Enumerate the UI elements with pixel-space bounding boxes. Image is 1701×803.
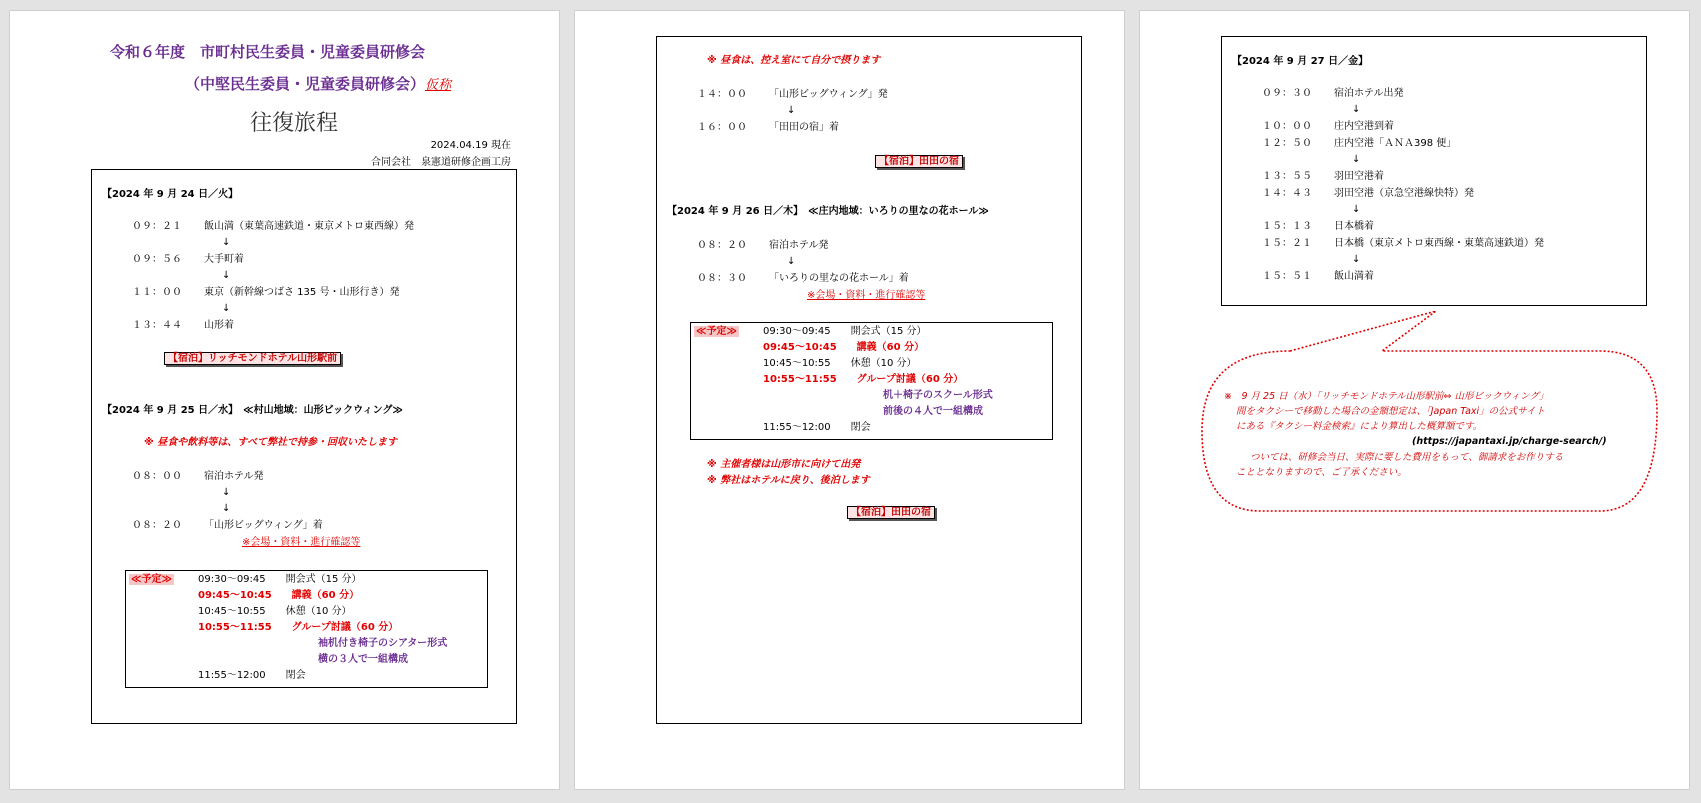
time: 09:45〜10:45 [198, 590, 272, 601]
down-arrow: ↓ [222, 487, 231, 498]
time: １３：５５ [1262, 171, 1312, 182]
event: 「山形ビッグウィング」着 [204, 520, 323, 531]
as-of-date: 2024.04.19 現在 [430, 140, 511, 151]
title-line-2-text: （中堅民生委員・児童委員研修会） [185, 75, 426, 93]
schedule-detail-2: 前後の４人で一組構成 [883, 406, 983, 417]
lodging-label: 【宿泊】田田の宿 [875, 155, 963, 168]
day2-afternoon-row-2 [697, 121, 839, 134]
schedule-box-1 [125, 570, 488, 688]
day2-row-2 [132, 519, 323, 532]
time: ０８：２０ [697, 240, 747, 251]
event: 閉会 [285, 670, 306, 681]
time: １１：００ [132, 287, 182, 298]
day1-lodging-badge [164, 352, 341, 365]
day2-afternoon-row-1 [697, 88, 888, 101]
company-note: ※ 弊社はホテルに戻り、後泊します [707, 475, 870, 486]
time: １６：００ [697, 122, 747, 133]
down-arrow: ↓ [222, 503, 231, 514]
event: 開会式（15 分） [850, 326, 927, 337]
event: 山形着 [204, 320, 234, 331]
time: １５：２１ [1262, 238, 1312, 249]
time: 09:45〜10:45 [763, 342, 837, 353]
event: 大手町着 [204, 254, 244, 265]
schedule-item-2 [763, 341, 924, 354]
time: ０９：５６ [132, 254, 182, 265]
time: 09:30〜09:45 [198, 574, 266, 585]
time: 09:30〜09:45 [763, 326, 831, 337]
day3-row-1 [697, 239, 829, 252]
time: 11:55〜12:00 [198, 670, 266, 681]
itinerary-frame-3 [1221, 36, 1647, 306]
event: 羽田空港（京急空港線快特）発 [1334, 188, 1474, 199]
time: ０８：３０ [697, 273, 747, 284]
callout-line-2: 間をタクシーで移動した場合の金額想定は、「Japan Taxi」の公式サイト [1236, 406, 1545, 417]
event: グループ討議（60 分） [856, 374, 964, 385]
document-page-1 [9, 10, 560, 790]
schedule-item-1 [198, 573, 362, 586]
time: １５：１３ [1262, 221, 1312, 232]
schedule-item-3 [198, 605, 352, 618]
time: １３：４４ [132, 320, 182, 331]
callout-line-3: にある『タクシー料金検索』により算出した概算額です。 [1236, 421, 1483, 432]
event: 日本橋（東京メトロ東西線・東葉高速鉄道）発 [1334, 238, 1544, 249]
day3-heading: 【2024 年 9 月 26 日／木】 ≪庄内地域：いろりの里なの花ホール≫ [667, 206, 989, 217]
schedule-detail-1: 机＋椅子のスクール形式 [883, 390, 993, 401]
time: ０８：００ [132, 471, 182, 482]
day2-lodging-badge [875, 155, 963, 168]
schedule-item-4 [763, 373, 963, 386]
time: 10:45〜10:55 [198, 606, 266, 617]
document-page-2 [574, 10, 1125, 790]
event: 飯山満着 [1334, 271, 1374, 282]
event: 開会式（15 分） [285, 574, 362, 585]
event: 日本橋着 [1334, 221, 1374, 232]
schedule-item-3 [763, 357, 917, 370]
day4-row-1 [1262, 87, 1404, 100]
event: 東京（新幹線つばさ 135 号・山形行き）発 [204, 287, 400, 298]
event: 宿泊ホテル発 [769, 240, 829, 251]
organizer-note: ※ 主催者様は山形市に向けて出発 [707, 459, 861, 470]
event: 宿泊ホテル発 [204, 471, 264, 482]
day4-row-7 [1262, 237, 1544, 250]
day4-row-6 [1262, 220, 1374, 233]
day4-row-2 [1262, 120, 1394, 133]
down-arrow: ↓ [787, 105, 796, 116]
time: ０９：３０ [1262, 88, 1312, 99]
itinerary-frame-2 [656, 36, 1082, 724]
title-line-2 [185, 73, 451, 94]
time: 10:45〜10:55 [763, 358, 831, 369]
day1-row-2 [132, 253, 244, 266]
schedule-box-2 [690, 322, 1053, 440]
day2-row-1 [132, 470, 264, 483]
itinerary-frame-1 [91, 169, 517, 724]
event: 休憩（10 分） [285, 606, 352, 617]
event: 「山形ビッグウィング」発 [769, 89, 888, 100]
schedule-item-1 [763, 325, 927, 338]
time: 10:55〜11:55 [198, 622, 272, 633]
day2-note: ※ 昼食や飲料等は、すべて弊社で持参・回収いたします [144, 437, 398, 448]
time: 10:55〜11:55 [763, 374, 837, 385]
day4-row-5 [1262, 187, 1474, 200]
event: グループ討議（60 分） [291, 622, 399, 633]
day1-row-1 [132, 220, 414, 233]
lodging-label: 【宿泊】リッチモンドホテル山形駅前 [164, 352, 341, 365]
schedule-label [129, 573, 174, 586]
event: 庄内空港「ＡＮＡ398 便」 [1334, 138, 1457, 149]
down-arrow: ↓ [222, 237, 231, 248]
down-arrow: ↓ [1352, 154, 1361, 165]
schedule-label-text: ≪予定≫ [131, 574, 172, 585]
event: 「田田の宿」着 [769, 122, 839, 133]
day2-sub-note: ※会場・資料・進行確認等 [242, 537, 361, 548]
event: 休憩（10 分） [850, 358, 917, 369]
company-name: 合同会社 泉憲道研修企画工房 [371, 157, 511, 168]
time: １４：４３ [1262, 188, 1312, 199]
day4-row-3 [1262, 137, 1456, 150]
down-arrow: ↓ [1352, 254, 1361, 265]
schedule-label [694, 325, 739, 338]
time: ０９：２１ [132, 221, 182, 232]
schedule-item-2 [198, 589, 359, 602]
time: １４：００ [697, 89, 747, 100]
day1-row-3 [132, 286, 399, 299]
callout-line-5: こととなりますので、ご了承ください。 [1236, 467, 1407, 478]
event: 講義（60 分） [291, 590, 360, 601]
day3-lodging-badge [847, 506, 935, 519]
schedule-item-5 [198, 669, 306, 682]
day2-heading: 【2024 年 9 月 25 日／水】 ≪村山地域：山形ビックウィング≫ [102, 405, 403, 416]
time: １２：５０ [1262, 138, 1312, 149]
event: 「いろりの里なの花ホール」着 [769, 273, 909, 284]
day1-row-4 [132, 319, 234, 332]
schedule-item-4 [198, 621, 398, 634]
down-arrow: ↓ [787, 256, 796, 267]
day3-row-2 [697, 272, 909, 285]
schedule-label-text: ≪予定≫ [696, 326, 737, 337]
day3-sub-note: ※会場・資料・進行確認等 [807, 290, 926, 301]
time: 11:55〜12:00 [763, 422, 831, 433]
time: １５：５１ [1262, 271, 1312, 282]
callout-line-1: ※ 9 月 25 日（水）「リッチモンドホテル山形駅前⇔ 山形ビックウィング」 [1224, 391, 1549, 402]
event: 宿泊ホテル出発 [1334, 88, 1404, 99]
day4-row-8 [1262, 270, 1374, 283]
title-line-1: 令和６年度 市町村民生委員・児童委員研修会 [110, 43, 426, 61]
day4-heading: 【2024 年 9 月 27 日／金】 [1232, 56, 1369, 67]
event: 閉会 [850, 422, 871, 433]
down-arrow: ↓ [1352, 104, 1361, 115]
down-arrow: ↓ [1352, 204, 1361, 215]
event: 羽田空港着 [1334, 171, 1384, 182]
schedule-detail-2: 横の３人で一組構成 [318, 654, 408, 665]
lodging-label: 【宿泊】田田の宿 [847, 506, 935, 519]
event: 飯山満（東葉高速鉄道・東京メトロ東西線）発 [204, 221, 414, 232]
callout-url: (https://japantaxi.jp/charge-search/) [1412, 436, 1607, 447]
document-page-3 [1139, 10, 1690, 790]
time: ０８：２０ [132, 520, 182, 531]
schedule-detail-1: 袖机付き椅子のシアター形式 [318, 638, 448, 649]
down-arrow: ↓ [222, 303, 231, 314]
main-title: 往復旅程 [250, 111, 339, 136]
lunch-note: ※ 昼食は、控え室にて自分で摂ります [707, 55, 881, 66]
day1-heading: 【2024 年 9 月 24 日／火】 [102, 189, 239, 200]
event: 講義（60 分） [856, 342, 925, 353]
title-tentative: 仮称 [425, 78, 452, 93]
callout-line-4: ついては、研修会当日、実際に要した費用をもって、御請求をお作りする [1250, 452, 1564, 463]
time: １０：００ [1262, 121, 1312, 132]
down-arrow: ↓ [222, 270, 231, 281]
schedule-item-5 [763, 421, 871, 434]
day4-row-4 [1262, 170, 1384, 183]
event: 庄内空港到着 [1334, 121, 1394, 132]
